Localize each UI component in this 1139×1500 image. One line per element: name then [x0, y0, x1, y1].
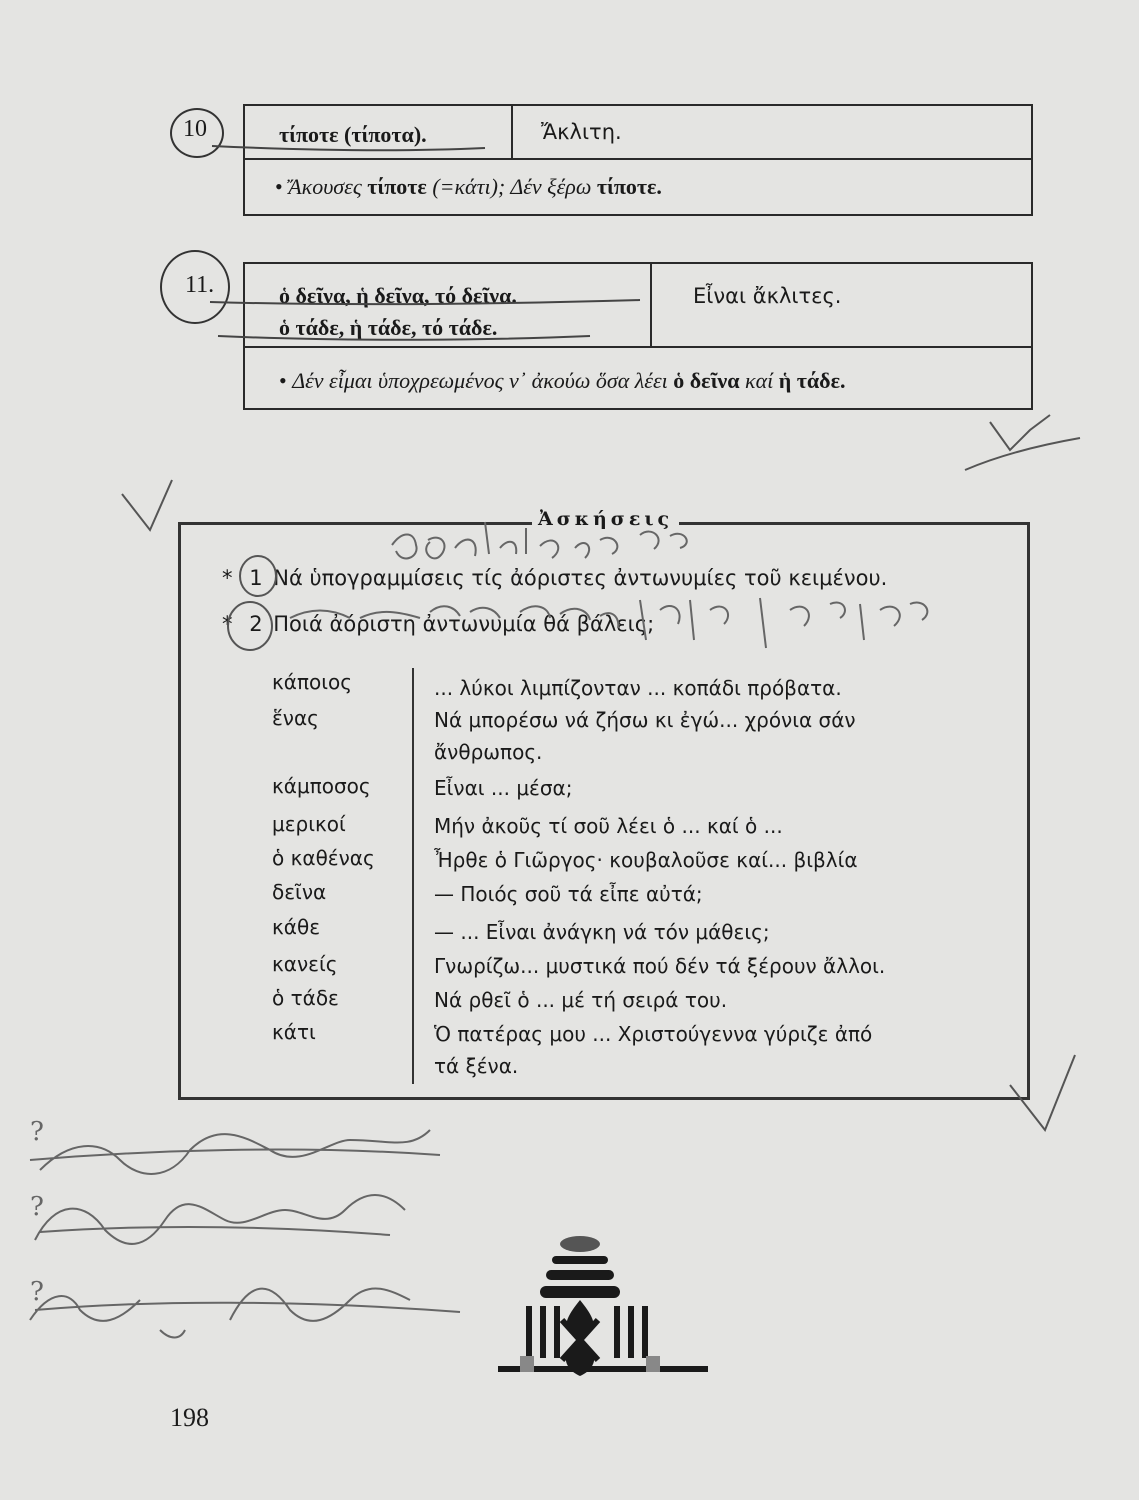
word-item: κάθε [272, 915, 321, 939]
sentence-item: Μήν ἀκοῦς τί σοῦ λέει ὁ ... καί ὁ ... [434, 814, 783, 838]
question-mark-mark: ? [30, 1192, 44, 1222]
entry-11-example-b: ὁ δεῖνα [673, 368, 740, 393]
entry-11-pronoun-line2: ὁ τάδε, ἡ τάδε, τό τάδε. [279, 315, 498, 340]
entry-10-example-b: τίποτε [367, 174, 427, 199]
entry-11-note: Εἶναι ἄκλιτες. [693, 284, 842, 308]
sentence-item: τά ξένα. [434, 1054, 519, 1078]
sentence-item: — ... Εἶναι ἀνάγκη νά τόν μάθεις; [434, 920, 770, 944]
exercises-title: Ἀσκήσεις [532, 508, 679, 530]
decorative-ornament [498, 1236, 708, 1376]
sentence-item: Νά ρθεῖ ὁ ... μέ τή σειρά του. [434, 988, 728, 1012]
entry-10-note: Ἄκλιτη. [541, 120, 622, 144]
sentence-item: ... λύκοι λιμπίζονταν ... κοπάδι πρόβατα. [434, 676, 842, 700]
sentence-item: Ὁ πατέρας μου ... Χριστούγεννα γύριζε ἀπό [434, 1022, 873, 1046]
word-item: ὁ τάδε [272, 986, 339, 1010]
word-item: μερικοί [272, 812, 346, 836]
question-mark-mark: ? [30, 1277, 44, 1307]
word-item: ἕνας [272, 706, 319, 730]
sentence-item: Γνωρίζω... μυστικά πού δέν τά ξέρουν ἄλλοι. [434, 954, 886, 978]
underline-stroke [210, 300, 640, 304]
exercise-2-star: * [222, 612, 233, 636]
question-mark-mark: ? [30, 1117, 44, 1147]
exercise-1-star: * [222, 566, 233, 590]
handwritten-scribble [30, 1288, 460, 1337]
entry-10-example-c: (=κάτι); Δέν ξέρω [432, 174, 592, 199]
word-item: κάμποσος [272, 774, 371, 798]
check-mark-icon [990, 415, 1050, 450]
sentence-item: ἄνθρωπος. [434, 740, 543, 764]
bullet: • [275, 174, 289, 199]
underline-stroke [218, 336, 590, 340]
word-item: δεῖνα [272, 880, 327, 904]
word-item: κανείς [272, 952, 338, 976]
number-circle-mark [228, 602, 272, 650]
entry-11-pronoun-line1: ὁ δεῖνα, ἡ δεῖνα, τό δεῖνα. [279, 283, 517, 308]
check-mark-icon [1010, 1055, 1075, 1130]
entry-10-example-a: Ἄκουσες [288, 174, 362, 199]
check-mark-icon [122, 480, 172, 530]
page-number: 198 [170, 1403, 209, 1432]
exercise-1-text: Νά ὑπογραμμίσεις τίς ἀόριστες ἀντωνυμίες τοῦ κειμένου. [273, 566, 888, 590]
entry-11-example-c: καί [745, 368, 774, 393]
word-item: κάτι [272, 1020, 316, 1044]
handwritten-scribble [30, 1130, 440, 1174]
exercise-2-text: Ποιά ἀόριστη ἀντωνυμία θά βάλεις; [273, 612, 655, 636]
sentence-item: Νά μπορέσω νά ζήσω κι ἐγώ... χρόνια σάν [434, 708, 856, 732]
handwritten-scribble [392, 522, 687, 558]
bullet: • [279, 368, 293, 393]
check-mark-icon [965, 438, 1080, 470]
exercise-1-number: 1 [249, 566, 263, 590]
number-circle-mark [240, 556, 276, 596]
entry-10-example-d: τίποτε. [596, 174, 662, 199]
sentence-item: Εἶναι ... μέσα; [434, 776, 573, 800]
sentence-item: Ἦρθε ὁ Γιῶργος· κουβαλοῦσε καί... βιβλία [434, 848, 858, 872]
entry-10-number: 10 [183, 116, 207, 142]
entry-11-number: 11. [185, 272, 215, 298]
word-item: ὁ καθένας [272, 846, 375, 870]
entry-11-example-a: Δέν εἶμαι ὑποχρεωμένος ν᾿ ἀκούω ὅσα λέει [292, 368, 668, 393]
sentence-item: — Ποιός σοῦ τά εἶπε αὐτά; [434, 882, 703, 906]
handwritten-scribble [35, 1195, 405, 1244]
entry-11-example-d: ἡ τάδε. [778, 368, 846, 393]
word-item: κάποιος [272, 670, 352, 694]
handwritten-scribble [290, 598, 927, 648]
entry-10-pronoun: τίποτε (τίποτα). [279, 122, 427, 147]
underline-stroke [212, 146, 485, 150]
exercise-2-number: 2 [249, 612, 263, 636]
